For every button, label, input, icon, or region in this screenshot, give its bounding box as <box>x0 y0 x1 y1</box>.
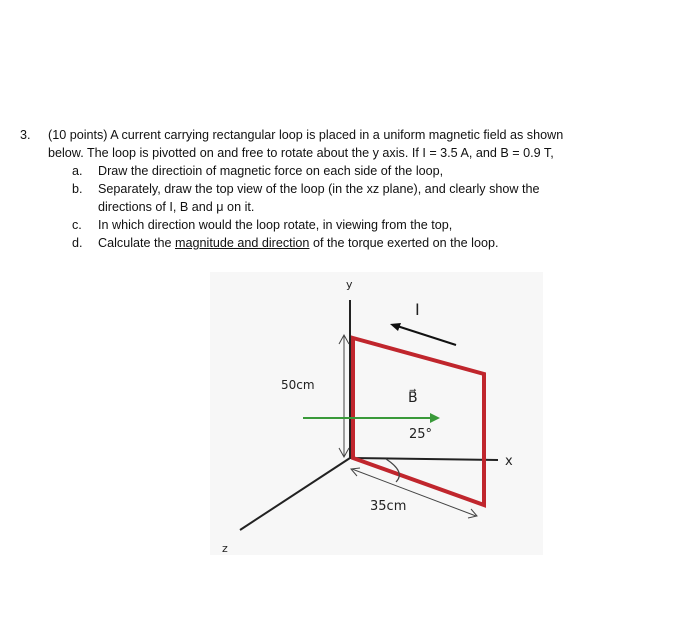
sub-question-list <box>20 162 690 252</box>
x-axis-label: x <box>505 454 513 469</box>
sub-question-d <box>20 234 690 252</box>
item-text: Draw the directioin of magnetic force on each side of the loop, <box>98 164 444 178</box>
sub-question-a <box>20 162 690 180</box>
intro-line-2: below. The loop is pivotted on and free to rotate about the y axis. If I = 3.5 A, and B = 0.9 T, <box>48 146 554 160</box>
question-3 <box>20 126 690 252</box>
item-text: Separately, draw the top view of the loop (in the xz plane), and clearly show the <box>98 182 540 196</box>
item-text-underlined: magnitude and direction <box>175 236 310 250</box>
item-text-pre: Calculate the <box>98 236 176 250</box>
loop-figure <box>200 272 545 557</box>
field-label: B⃗ <box>408 390 418 406</box>
height-label: 50cm <box>281 378 315 392</box>
item-letter: d. <box>72 236 83 250</box>
intro-line-1: (10 points) A current carrying rectangular loop is placed in a uniform magnetic field as shown <box>48 128 564 142</box>
sub-question-c <box>20 216 690 234</box>
item-text: In which direction would the loop rotate, in viewing from the top, <box>98 218 453 232</box>
angle-label: 25° <box>409 427 433 442</box>
item-letter: a. <box>72 164 83 178</box>
item-text: directions of I, B and μ on it. <box>98 200 255 214</box>
width-label: 35cm <box>370 499 407 514</box>
sub-question-b-continued <box>20 198 690 216</box>
loop-diagram <box>200 272 545 557</box>
z-axis-label: z <box>222 542 228 555</box>
sub-question-b <box>20 180 690 198</box>
question-intro <box>20 126 690 162</box>
question-number: 3. <box>20 128 31 142</box>
y-axis-label: y <box>346 278 353 291</box>
item-text-post: of the torque exerted on the loop. <box>309 236 499 250</box>
current-label: I <box>415 300 420 319</box>
item-letter: b. <box>72 182 83 196</box>
item-letter: c. <box>72 218 82 232</box>
